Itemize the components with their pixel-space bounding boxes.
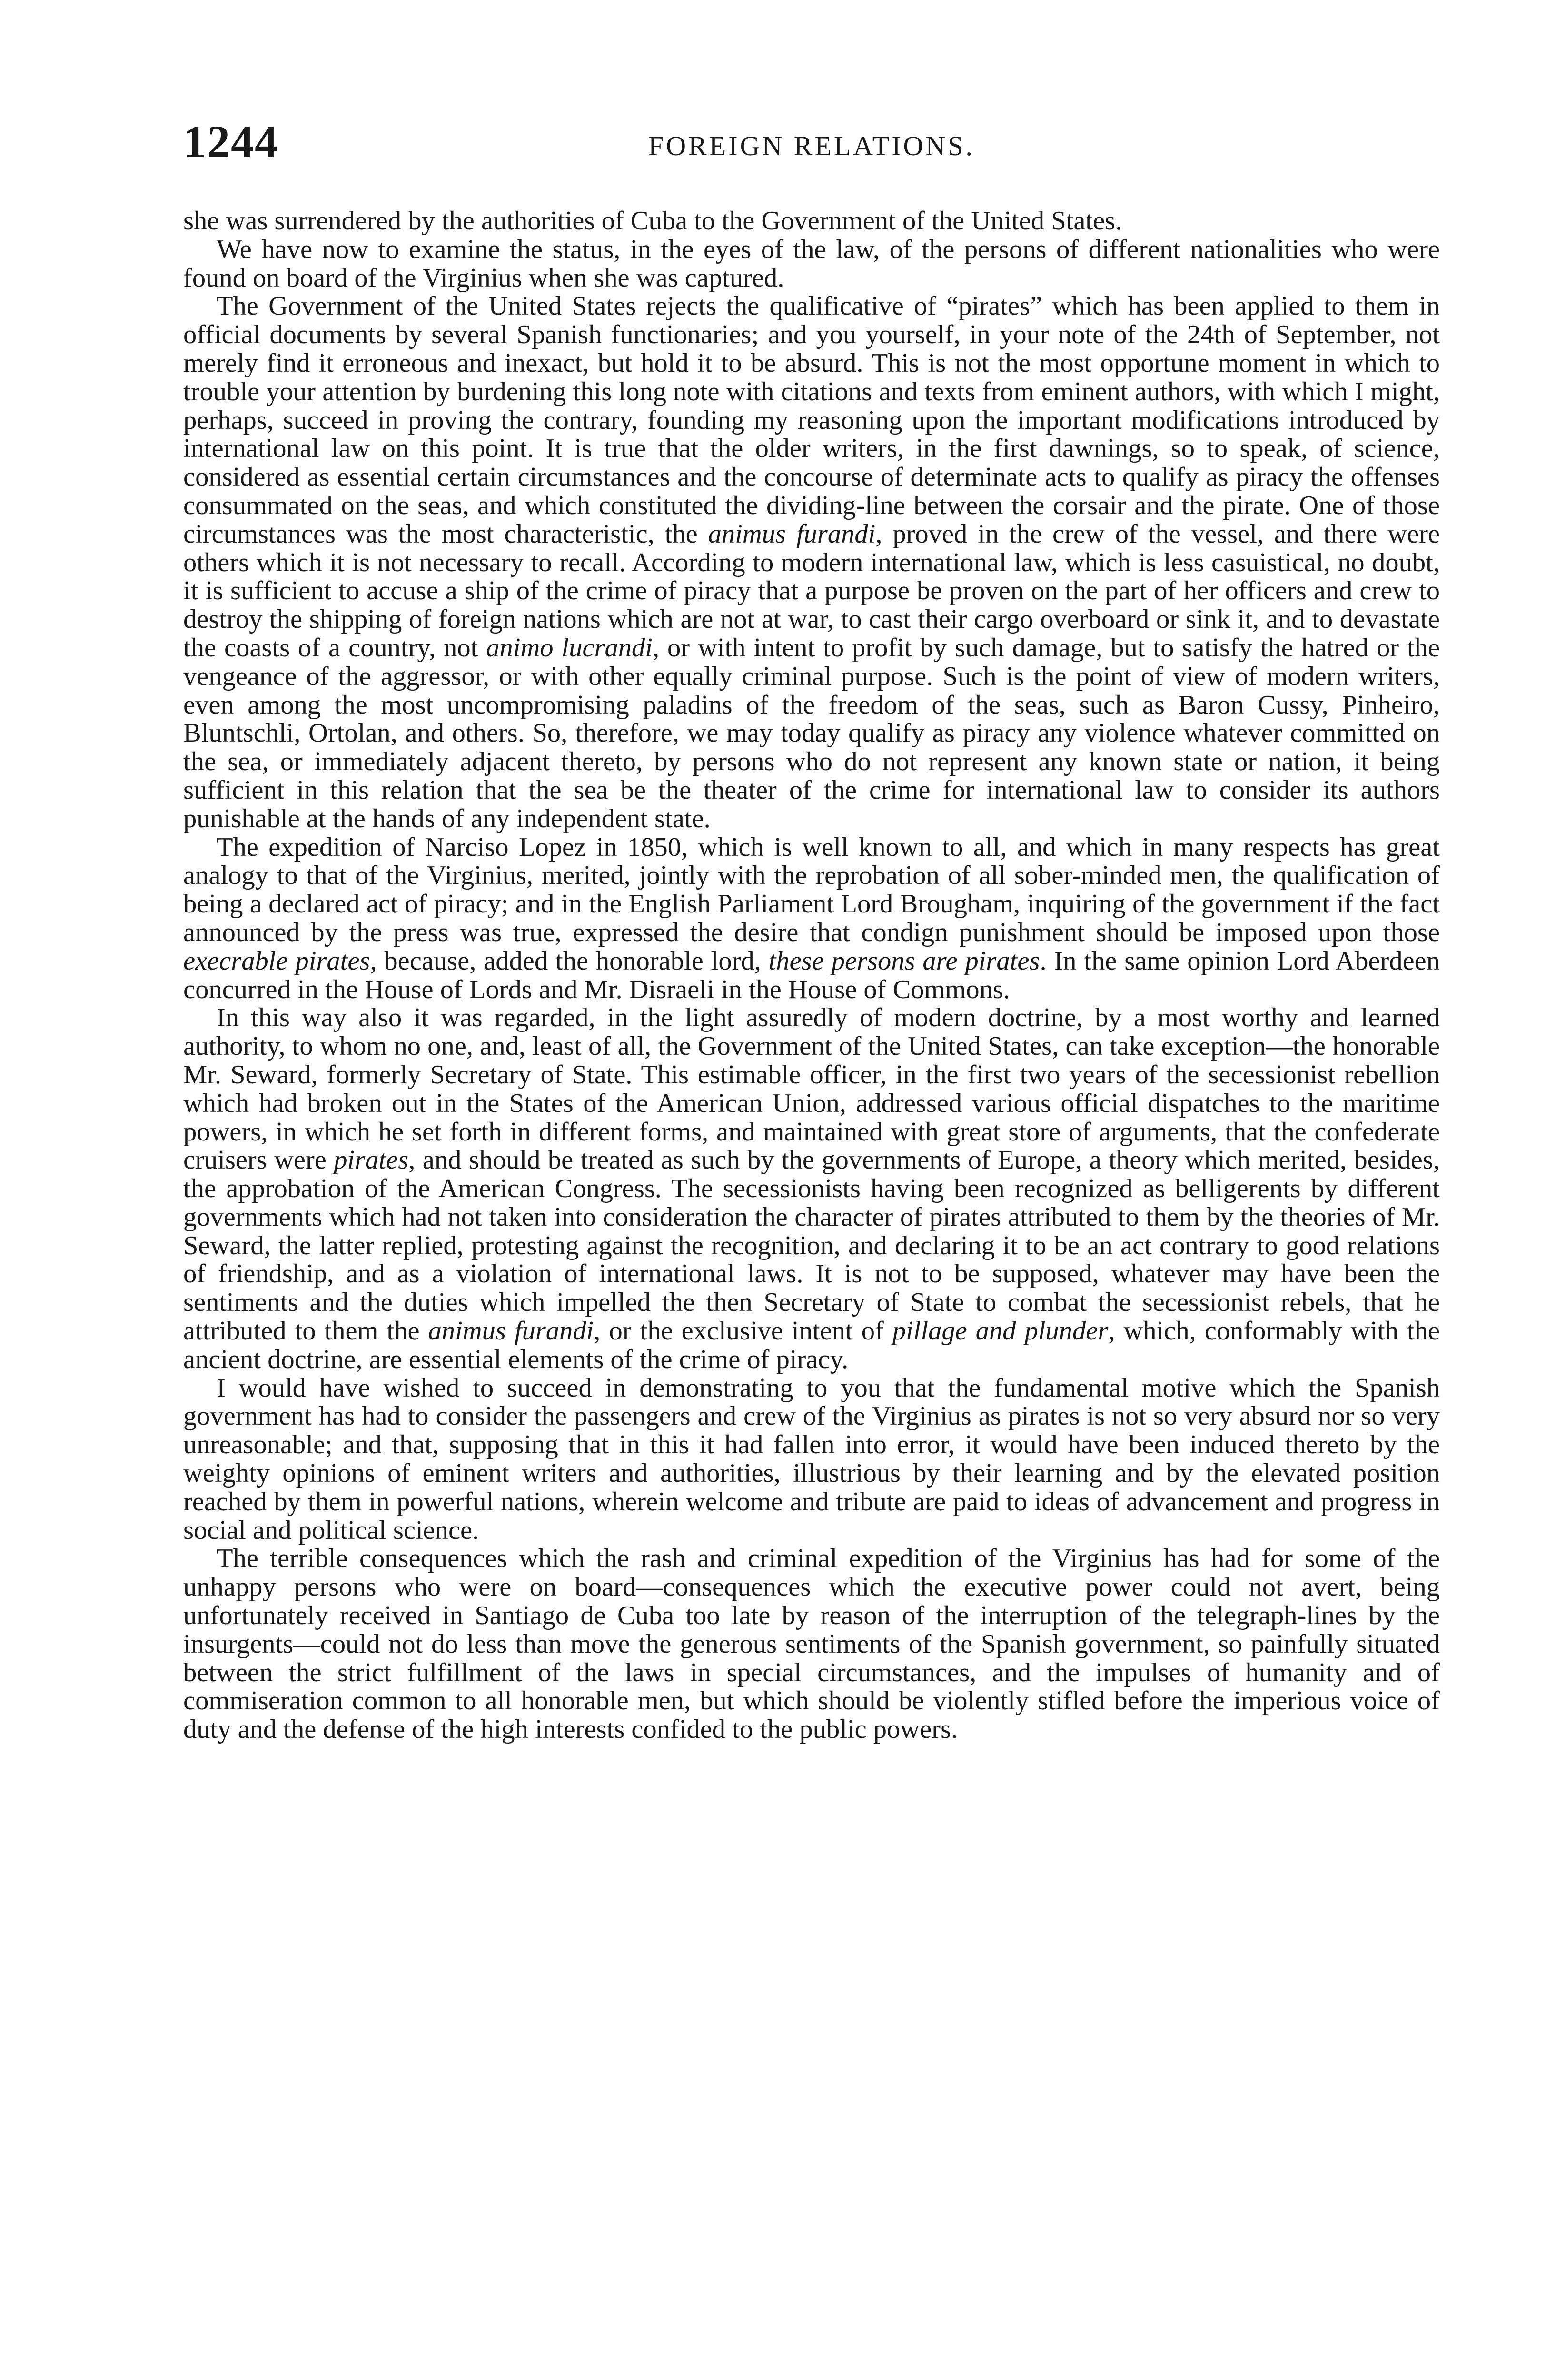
paragraph <box>183 1545 1440 1744</box>
paragraph <box>183 207 1440 236</box>
text-run: In this way also it was regarded, in the light assuredly of modern doctrine, by a most worthy and learned authority, to whom no one, and, least of all, the Government of the United States, can take exception—the honorable Mr. Seward, formerly Secretary of State. This estimable officer, in the first two years of the secessionist rebellion which had broken out in the States of the American Union, addressed various official dispatches to the maritime powers, in which he set forth in different forms, and maintained with great store of arguments, that the confederate cruisers were <box>183 1003 1440 1175</box>
italic-phrase: these persons are pirates <box>768 946 1040 976</box>
text-run: The expedition of Narciso Lopez in 1850, which is well known to all, and which in many respects has great analogy to that of the Virginius, merited, jointly with the reprobation of all sober-minded men, the qualification of being a declared act of piracy; and in the English Parliament Lord Brougham, inquiring of the government if the fact announced by the press was true, expressed the desire that condign punishment should be imposed upon those <box>183 832 1440 947</box>
page-number: 1244 <box>183 116 278 167</box>
italic-phrase: animo lucrandi <box>486 633 653 663</box>
text-run: We have now to examine the status, in the eyes of the law, of the persons of different nationalities who were found on board of the Virginius when she was captured. <box>183 234 1440 293</box>
text-run: , which, conformably with the ancient doctrine, are essential elements of the crime of piracy. <box>183 1316 1440 1374</box>
body-text <box>183 207 1440 1744</box>
running-header <box>183 116 1440 181</box>
text-run: she was surrendered by the authorities of Cuba to the Government of the United States. <box>183 206 1122 236</box>
text-run: . In the same opinion Lord Aberdeen concurred in the House of Lords and Mr. Disraeli in the House of Commons. <box>183 946 1440 1004</box>
text-run: , because, added the honorable lord, <box>370 946 769 976</box>
text-run: , or the exclusive intent of <box>594 1316 892 1346</box>
italic-phrase: pillage and plunder <box>892 1316 1109 1346</box>
paragraph <box>183 1004 1440 1374</box>
document-page <box>183 116 1440 2356</box>
text-run: I would have wished to succeed in demonstrating to you that the fundamental motive which the Spanish government has had to consider the passengers and crew of the Virginius as pirates is not so very absurd nor so very unreasonable; and that, supposing that in this it had fallen into error, it would have been induced thereto by the weighty opinions of eminent writers and authorities, illustrious by their learning and by the elevated position reached by them in powerful nations, wherein welcome and tribute are paid to ideas of advancement and progress in social and political science. <box>183 1373 1440 1545</box>
text-run: , and should be treated as such by the governments of Europe, a theory which merited, besides, the approbation of the American Congress. The secessionists having been recognized as belligerents by different governments which had not taken into consideration the character of pirates attributed to them by the theories of Mr. Seward, the latter replied, protesting against the recognition, and declaring it to be an act contrary to good relations of friendship, and as a violation of international laws. It is not to be supposed, whatever may have been the sentiments and the duties which impelled the then Secretary of State to combat the secessionist rebels, that he attributed to them the <box>183 1145 1440 1346</box>
italic-phrase: execrable pirates <box>183 946 370 976</box>
text-run: , proved in the crew of the vessel, and there were others which it is not necessary to recall. According to modern international law, which is less casuistical, no doubt, it is sufficient to accuse a ship of the crime of piracy that a purpose be proven on the part of her officers and crew to destroy the shipping of foreign nations which are not at war, to cast their cargo overboard or sink it, and to devastate the coasts of a country, not <box>183 519 1440 663</box>
paragraph <box>183 292 1440 833</box>
italic-phrase: animus furandi <box>708 519 876 549</box>
paragraph <box>183 833 1440 1004</box>
text-run: The terrible consequences which the rash and criminal expedition of the Virginius has had for some of the unhappy persons who were on board—consequences which the executive power could not avert, being unfortunately received in Santiago de Cuba too late by reason of the interruption of the telegraph-lines by the insurgents—could not do less than move the generous sentiments of the Spanish government, so painfully situated between the strict fulfillment of the laws in special circumstances, and the impulses of humanity and of commiseration common to all honorable men, but which should be violently stifled before the imperious voice of duty and the defense of the high interests confided to the public powers. <box>183 1544 1440 1745</box>
paragraph <box>183 1374 1440 1545</box>
running-title: FOREIGN RELATIONS. <box>648 130 975 161</box>
text-run: , or with intent to profit by such damage, but to satisfy the hatred or the vengeance of the aggressor, or with other equally criminal purpose. Such is the point of view of modern writers, even among the most uncompromising paladins of the freedom of the seas, such as Baron Cussy, Pinheiro, Bluntschli, Ortolan, and others. So, therefore, we may today qualify as piracy any violence whatever committed on the sea, or immediately adjacent thereto, by persons who do not represent any known state or nation, it being sufficient in this relation that the sea be the theater of the crime for international law to consider its authors punishable at the hands of any independent state. <box>183 633 1440 833</box>
italic-phrase: animus furandi <box>428 1316 594 1346</box>
text-run: The Government of the United States rejects the qualificative of “pirates” which has been applied to them in official documents by several Spanish functionaries; and you yourself, in your note of the 24th of September, not merely find it erroneous and inexact, but hold it to be absurd. This is not the most opportune moment in which to trouble your attention by burdening this long note with citations and texts from eminent authors, with which I might, perhaps, succeed in proving the contrary, founding my reasoning upon the important modifications introduced by international law on this point. It is true that the older writers, in the first dawnings, so to speak, of science, considered as essential certain circumstances and the concourse of determinate acts to qualify as piracy the offenses consummated on the seas, and which constituted the dividing-line between the corsair and the pirate. One of those circumstances was the most characteristic, the <box>183 291 1440 549</box>
paragraph <box>183 236 1440 293</box>
italic-phrase: pirates <box>334 1145 409 1175</box>
